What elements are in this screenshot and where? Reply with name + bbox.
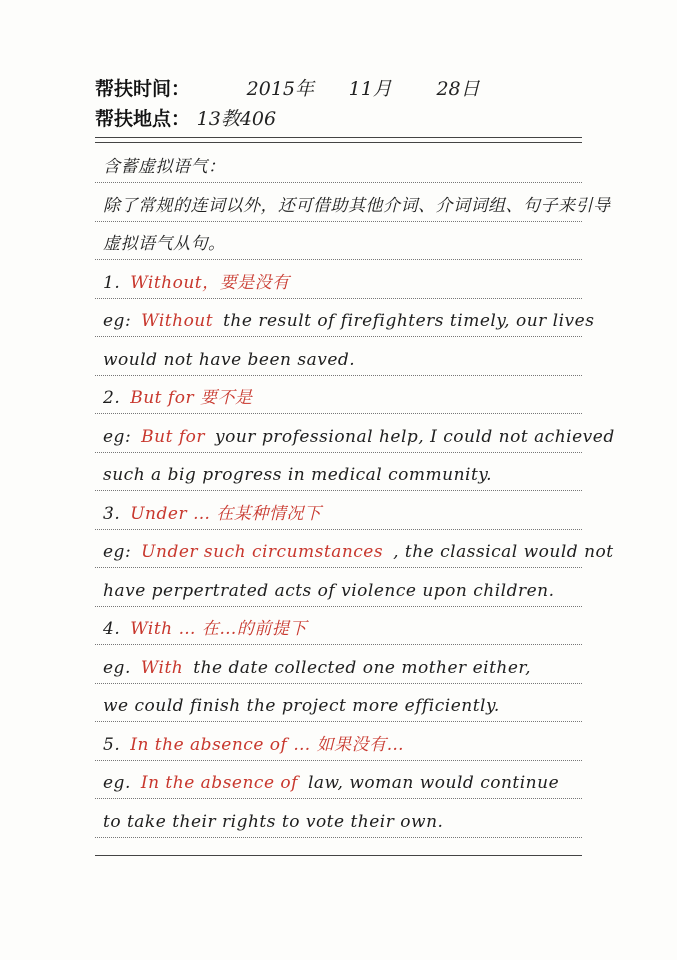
- ruled-line: [95, 221, 582, 222]
- example-prefix: eg.: [103, 658, 131, 678]
- red-annotation: Under such circumstances: [141, 542, 384, 562]
- ruled-line: [95, 683, 582, 684]
- ruled-line: [95, 298, 582, 299]
- handwritten-line: [103, 345, 573, 375]
- ruled-line: [95, 452, 582, 453]
- red-annotation: In the absence of: [140, 773, 298, 793]
- line-text-content: the date collected one mother either,: [193, 658, 532, 678]
- date-year: 2015年: [246, 78, 314, 100]
- date-month: 11月: [348, 78, 392, 100]
- example-prefix: eg:: [103, 542, 132, 562]
- line-text-content: we could finish the project more efficiently.: [103, 696, 500, 716]
- line-text-content: law, woman would continue: [307, 773, 560, 793]
- header-divider-bottom: [95, 142, 582, 143]
- line-text-content: , the classical would not: [393, 542, 614, 562]
- red-annotation: With: [140, 658, 184, 678]
- example-prefix: eg:: [103, 311, 132, 331]
- handwritten-line: [103, 191, 611, 221]
- ruled-line: [95, 798, 582, 799]
- ruled-line: [95, 644, 582, 645]
- handwritten-line: [103, 306, 595, 336]
- handwritten-line: [103, 229, 573, 259]
- handwritten-line: [103, 807, 573, 837]
- handwritten-line: [103, 614, 573, 644]
- line-text-content: the result of firefighters timely, our lives: [223, 311, 595, 331]
- ruled-line: [95, 567, 582, 568]
- line-text-content: to take their rights to vote their own.: [103, 812, 444, 832]
- header-divider-top: [95, 137, 582, 138]
- red-annotation: Without，要是没有: [130, 273, 290, 293]
- ruled-line: [95, 182, 582, 183]
- handwritten-line: [103, 152, 573, 182]
- item-number: 2.: [103, 388, 121, 408]
- red-annotation: Under … 在某种情况下: [130, 504, 322, 524]
- ruled-line: [95, 837, 582, 838]
- example-prefix: eg.: [103, 773, 131, 793]
- help-place-value: 13教406: [196, 108, 277, 130]
- ruled-line: [95, 606, 582, 607]
- handwritten-line: [103, 730, 573, 760]
- ruled-line: [95, 259, 582, 260]
- example-prefix: eg:: [103, 427, 132, 447]
- ruled-line: [95, 529, 582, 530]
- ruled-line: [95, 336, 582, 337]
- help-place-label: 帮扶地点：: [95, 108, 191, 130]
- ruled-line: [95, 760, 582, 761]
- help-time-row: [95, 74, 480, 101]
- ruled-line: [95, 490, 582, 491]
- handwritten-line: [103, 460, 573, 490]
- line-text-content: your professional help, I could not achieved: [215, 427, 615, 447]
- handwritten-line: [103, 499, 573, 529]
- ruled-line: [95, 721, 582, 722]
- handwritten-line: [103, 422, 615, 452]
- handwritten-line: [103, 383, 573, 413]
- help-time-label: 帮扶时间：: [95, 78, 191, 100]
- item-number: 3.: [103, 504, 121, 524]
- red-annotation: But for: [141, 427, 206, 447]
- footer-divider: [95, 855, 582, 856]
- handwritten-line: [103, 576, 573, 606]
- item-number: 5.: [103, 735, 121, 755]
- red-annotation: With … 在…的前提下: [130, 619, 307, 639]
- item-number: 4.: [103, 619, 121, 639]
- line-text-content: 虚拟语气从句。: [103, 234, 226, 254]
- red-annotation: In the absence of … 如果没有…: [130, 735, 405, 755]
- line-text-content: 含蓄虚拟语气：: [103, 157, 226, 177]
- handwritten-line: [103, 653, 573, 683]
- help-place-row: [95, 104, 276, 131]
- handwritten-line: [103, 268, 573, 298]
- handwritten-line: [103, 768, 573, 798]
- line-text-content: such a big progress in medical community.: [103, 465, 493, 485]
- line-text-content: have perpertrated acts of violence upon children.: [103, 581, 555, 601]
- handwritten-line: [103, 691, 573, 721]
- red-annotation: But for 要不是: [130, 388, 253, 408]
- date-day: 28日: [436, 78, 480, 100]
- line-text-content: would not have been saved.: [103, 350, 356, 370]
- red-annotation: Without: [141, 311, 214, 331]
- ruled-line: [95, 375, 582, 376]
- ruled-line: [95, 413, 582, 414]
- item-number: 1.: [103, 273, 121, 293]
- handwritten-line: [103, 537, 614, 567]
- line-text-content: 除了常规的连词以外，还可借助其他介词、介词词组、句子来引导: [103, 196, 611, 216]
